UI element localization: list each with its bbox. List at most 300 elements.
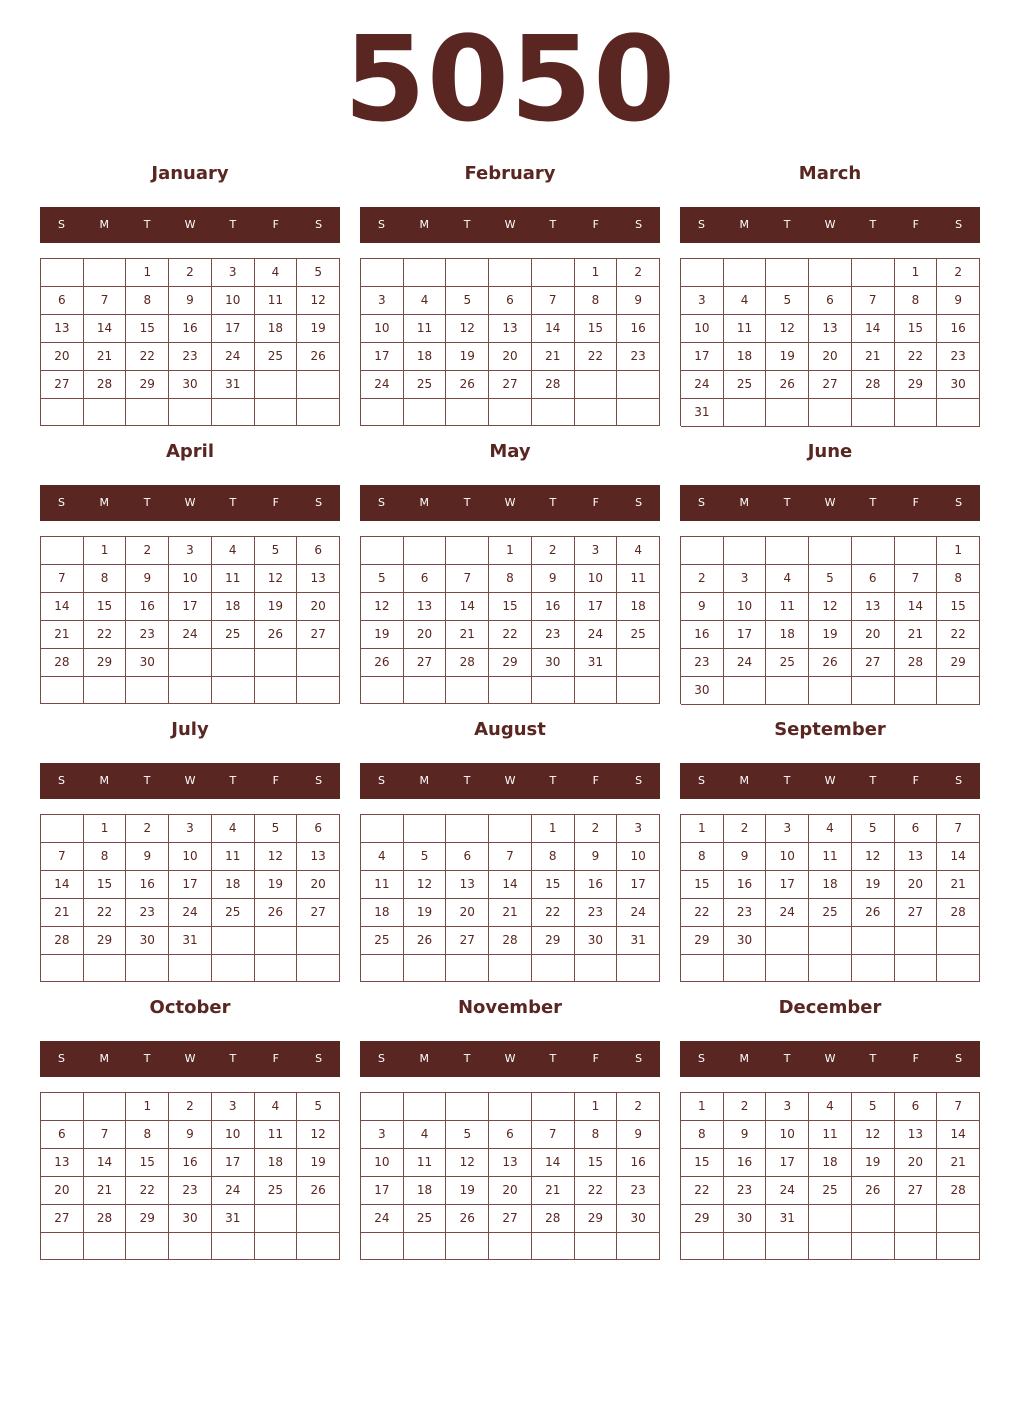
day-cell: 18 bbox=[724, 343, 767, 371]
day-cell: 26 bbox=[446, 371, 489, 399]
empty-day-cell bbox=[937, 1205, 980, 1233]
weekday-label: F bbox=[592, 496, 599, 509]
days-grid bbox=[360, 536, 660, 704]
day-cell: 3 bbox=[361, 1121, 404, 1149]
empty-day-cell bbox=[809, 259, 852, 287]
month-name: December bbox=[778, 997, 882, 1018]
empty-day-cell bbox=[126, 955, 169, 982]
day-cell: 17 bbox=[212, 1149, 255, 1177]
day-cell: 5 bbox=[766, 287, 809, 315]
day-cell: 8 bbox=[681, 843, 724, 871]
day-cell: 30 bbox=[724, 927, 767, 955]
weekday-label: W bbox=[504, 1052, 516, 1065]
day-cell: 18 bbox=[617, 593, 660, 621]
weekday-label: S bbox=[635, 496, 643, 509]
empty-day-cell bbox=[361, 955, 404, 982]
day-cell: 4 bbox=[617, 537, 660, 565]
day-cell: 21 bbox=[937, 1149, 980, 1177]
empty-day-cell bbox=[41, 955, 84, 982]
day-cell: 28 bbox=[532, 1205, 575, 1233]
day-cell: 21 bbox=[532, 343, 575, 371]
day-cell: 11 bbox=[617, 565, 660, 593]
days-grid bbox=[40, 814, 340, 982]
day-cell: 25 bbox=[809, 899, 852, 927]
empty-day-cell bbox=[617, 399, 660, 426]
day-cell: 7 bbox=[852, 287, 895, 315]
weekday-label: T bbox=[783, 218, 791, 231]
day-cell: 18 bbox=[255, 315, 298, 343]
day-cell: 3 bbox=[169, 537, 212, 565]
weekday-label: T bbox=[143, 218, 151, 231]
day-cell: 3 bbox=[212, 1093, 255, 1121]
day-cell: 19 bbox=[404, 899, 447, 927]
day-cell: 30 bbox=[126, 927, 169, 955]
days-grid bbox=[40, 536, 340, 704]
weekday-label: F bbox=[592, 1052, 599, 1065]
day-cell: 5 bbox=[255, 537, 298, 565]
day-cell: 13 bbox=[852, 593, 895, 621]
day-cell: 22 bbox=[681, 1177, 724, 1205]
empty-day-cell bbox=[41, 259, 84, 287]
empty-day-cell bbox=[617, 371, 660, 399]
weekday-label: F bbox=[912, 496, 919, 509]
weekday-label: F bbox=[592, 218, 599, 231]
day-cell: 1 bbox=[895, 259, 938, 287]
day-cell: 2 bbox=[126, 537, 169, 565]
empty-day-cell bbox=[297, 1205, 340, 1233]
weekday-header bbox=[680, 207, 980, 243]
day-cell: 19 bbox=[809, 621, 852, 649]
weekday-header bbox=[40, 485, 340, 521]
day-cell: 21 bbox=[84, 343, 127, 371]
empty-day-cell bbox=[852, 537, 895, 565]
weekday-label: W bbox=[184, 218, 196, 231]
day-cell: 20 bbox=[446, 899, 489, 927]
day-cell: 22 bbox=[489, 621, 532, 649]
month-name: June bbox=[807, 441, 853, 462]
weekday-label: M bbox=[419, 774, 430, 787]
day-cell: 20 bbox=[41, 343, 84, 371]
day-cell: 1 bbox=[126, 1093, 169, 1121]
empty-day-cell bbox=[937, 927, 980, 955]
day-cell: 18 bbox=[404, 1177, 447, 1205]
day-cell: 25 bbox=[255, 343, 298, 371]
day-cell: 16 bbox=[126, 593, 169, 621]
day-cell: 2 bbox=[532, 537, 575, 565]
day-cell: 9 bbox=[532, 565, 575, 593]
day-cell: 6 bbox=[446, 843, 489, 871]
day-cell: 15 bbox=[126, 315, 169, 343]
month-name: January bbox=[151, 163, 229, 184]
day-cell: 12 bbox=[446, 1149, 489, 1177]
empty-day-cell bbox=[84, 955, 127, 982]
month-name: August bbox=[474, 719, 546, 740]
weekday-label: F bbox=[592, 774, 599, 787]
day-cell: 27 bbox=[489, 371, 532, 399]
day-cell: 31 bbox=[617, 927, 660, 955]
day-cell: 28 bbox=[41, 927, 84, 955]
day-cell: 4 bbox=[809, 1093, 852, 1121]
empty-day-cell bbox=[446, 1093, 489, 1121]
day-cell: 16 bbox=[169, 1149, 212, 1177]
day-cell: 26 bbox=[766, 371, 809, 399]
day-cell: 30 bbox=[126, 649, 169, 677]
empty-day-cell bbox=[575, 677, 618, 704]
day-cell: 21 bbox=[489, 899, 532, 927]
weekday-label: T bbox=[143, 1052, 151, 1065]
day-cell: 18 bbox=[212, 593, 255, 621]
day-cell: 26 bbox=[297, 343, 340, 371]
day-cell: 12 bbox=[361, 593, 404, 621]
days-grid bbox=[40, 258, 340, 426]
weekday-label: S bbox=[955, 1052, 963, 1065]
empty-day-cell bbox=[532, 955, 575, 982]
day-cell: 16 bbox=[724, 1149, 767, 1177]
day-cell: 26 bbox=[809, 649, 852, 677]
weekday-header bbox=[360, 485, 660, 521]
day-cell: 23 bbox=[532, 621, 575, 649]
empty-day-cell bbox=[681, 955, 724, 982]
day-cell: 17 bbox=[575, 593, 618, 621]
weekday-label: T bbox=[549, 496, 557, 509]
day-cell: 8 bbox=[126, 1121, 169, 1149]
empty-day-cell bbox=[724, 537, 767, 565]
empty-day-cell bbox=[255, 677, 298, 704]
day-cell: 16 bbox=[681, 621, 724, 649]
days-grid bbox=[360, 258, 660, 426]
day-cell: 6 bbox=[41, 1121, 84, 1149]
day-cell: 16 bbox=[937, 315, 980, 343]
month-name: April bbox=[165, 441, 215, 462]
day-cell: 19 bbox=[255, 871, 298, 899]
day-cell: 23 bbox=[126, 899, 169, 927]
day-cell: 18 bbox=[255, 1149, 298, 1177]
weekday-label: W bbox=[504, 218, 516, 231]
empty-day-cell bbox=[809, 399, 852, 427]
empty-day-cell bbox=[937, 677, 980, 705]
empty-day-cell bbox=[617, 1233, 660, 1260]
month-name: March bbox=[798, 163, 862, 184]
day-cell: 3 bbox=[575, 537, 618, 565]
day-cell: 5 bbox=[446, 1121, 489, 1149]
day-cell: 6 bbox=[297, 537, 340, 565]
day-cell: 4 bbox=[724, 287, 767, 315]
empty-day-cell bbox=[41, 1093, 84, 1121]
day-cell: 11 bbox=[255, 287, 298, 315]
empty-day-cell bbox=[489, 815, 532, 843]
day-cell: 3 bbox=[766, 815, 809, 843]
empty-day-cell bbox=[297, 955, 340, 982]
weekday-label: M bbox=[739, 496, 750, 509]
weekday-header bbox=[680, 1041, 980, 1077]
weekday-header bbox=[40, 1041, 340, 1077]
empty-day-cell bbox=[766, 259, 809, 287]
empty-day-cell bbox=[489, 677, 532, 704]
day-cell: 29 bbox=[681, 927, 724, 955]
day-cell: 14 bbox=[84, 315, 127, 343]
empty-day-cell bbox=[766, 677, 809, 705]
day-cell: 14 bbox=[532, 1149, 575, 1177]
day-cell: 2 bbox=[169, 259, 212, 287]
weekday-label: S bbox=[57, 1052, 65, 1065]
day-cell: 7 bbox=[532, 1121, 575, 1149]
day-cell: 20 bbox=[297, 871, 340, 899]
weekday-label: W bbox=[824, 1052, 836, 1065]
day-cell: 19 bbox=[766, 343, 809, 371]
day-cell: 24 bbox=[766, 1177, 809, 1205]
days-grid bbox=[680, 1092, 980, 1260]
weekday-header bbox=[680, 763, 980, 799]
day-cell: 23 bbox=[617, 343, 660, 371]
day-cell: 13 bbox=[446, 871, 489, 899]
empty-day-cell bbox=[575, 955, 618, 982]
day-cell: 7 bbox=[937, 1093, 980, 1121]
weekday-label: T bbox=[869, 1052, 877, 1065]
weekday-label: T bbox=[549, 218, 557, 231]
month-name: October bbox=[149, 997, 231, 1018]
day-cell: 9 bbox=[681, 593, 724, 621]
day-cell: 17 bbox=[681, 343, 724, 371]
year-title: 5050 bbox=[343, 10, 677, 148]
empty-day-cell bbox=[404, 955, 447, 982]
day-cell: 31 bbox=[575, 649, 618, 677]
day-cell: 8 bbox=[532, 843, 575, 871]
day-cell: 20 bbox=[489, 1177, 532, 1205]
empty-day-cell bbox=[681, 259, 724, 287]
weekday-label: W bbox=[504, 774, 516, 787]
day-cell: 9 bbox=[724, 1121, 767, 1149]
empty-day-cell bbox=[809, 1233, 852, 1260]
weekday-label: S bbox=[315, 1052, 323, 1065]
days-grid bbox=[680, 258, 980, 426]
day-cell: 23 bbox=[937, 343, 980, 371]
day-cell: 22 bbox=[532, 899, 575, 927]
days-grid bbox=[40, 1092, 340, 1260]
day-cell: 25 bbox=[617, 621, 660, 649]
day-cell: 24 bbox=[575, 621, 618, 649]
day-cell: 6 bbox=[489, 1121, 532, 1149]
empty-day-cell bbox=[489, 259, 532, 287]
empty-day-cell bbox=[489, 399, 532, 426]
weekday-label: T bbox=[463, 496, 471, 509]
days-grid bbox=[680, 536, 980, 704]
weekday-label: F bbox=[272, 1052, 279, 1065]
day-cell: 4 bbox=[255, 259, 298, 287]
day-cell: 26 bbox=[255, 899, 298, 927]
day-cell: 2 bbox=[617, 1093, 660, 1121]
day-cell: 13 bbox=[809, 315, 852, 343]
weekday-label: S bbox=[377, 496, 385, 509]
day-cell: 5 bbox=[361, 565, 404, 593]
day-cell: 28 bbox=[84, 371, 127, 399]
empty-day-cell bbox=[489, 955, 532, 982]
empty-day-cell bbox=[937, 1233, 980, 1260]
empty-day-cell bbox=[852, 1233, 895, 1260]
day-cell: 30 bbox=[169, 1205, 212, 1233]
empty-day-cell bbox=[617, 955, 660, 982]
day-cell: 22 bbox=[895, 343, 938, 371]
empty-day-cell bbox=[681, 537, 724, 565]
day-cell: 11 bbox=[724, 315, 767, 343]
weekday-label: W bbox=[824, 496, 836, 509]
empty-day-cell bbox=[212, 927, 255, 955]
day-cell: 16 bbox=[126, 871, 169, 899]
day-cell: 29 bbox=[489, 649, 532, 677]
day-cell: 17 bbox=[766, 871, 809, 899]
empty-day-cell bbox=[766, 399, 809, 427]
weekday-header bbox=[360, 1041, 660, 1077]
day-cell: 24 bbox=[361, 1205, 404, 1233]
empty-day-cell bbox=[212, 399, 255, 426]
day-cell: 27 bbox=[489, 1205, 532, 1233]
day-cell: 4 bbox=[361, 843, 404, 871]
day-cell: 27 bbox=[446, 927, 489, 955]
empty-day-cell bbox=[361, 677, 404, 704]
day-cell: 14 bbox=[41, 593, 84, 621]
day-cell: 1 bbox=[126, 259, 169, 287]
day-cell: 1 bbox=[937, 537, 980, 565]
day-cell: 19 bbox=[255, 593, 298, 621]
empty-day-cell bbox=[297, 1233, 340, 1260]
day-cell: 13 bbox=[895, 843, 938, 871]
day-cell: 24 bbox=[169, 621, 212, 649]
weekday-label: T bbox=[783, 1052, 791, 1065]
day-cell: 26 bbox=[361, 649, 404, 677]
weekday-label: S bbox=[635, 774, 643, 787]
day-cell: 12 bbox=[404, 871, 447, 899]
empty-day-cell bbox=[766, 927, 809, 955]
empty-day-cell bbox=[212, 955, 255, 982]
day-cell: 12 bbox=[766, 315, 809, 343]
day-cell: 25 bbox=[404, 1205, 447, 1233]
day-cell: 5 bbox=[297, 259, 340, 287]
weekday-label: F bbox=[912, 218, 919, 231]
day-cell: 23 bbox=[126, 621, 169, 649]
empty-day-cell bbox=[255, 1205, 298, 1233]
empty-day-cell bbox=[532, 1233, 575, 1260]
day-cell: 27 bbox=[297, 621, 340, 649]
month-name: November bbox=[457, 997, 563, 1018]
day-cell: 22 bbox=[126, 1177, 169, 1205]
weekday-label: S bbox=[697, 1052, 705, 1065]
empty-day-cell bbox=[724, 677, 767, 705]
day-cell: 10 bbox=[361, 1149, 404, 1177]
day-cell: 17 bbox=[361, 1177, 404, 1205]
empty-day-cell bbox=[404, 537, 447, 565]
day-cell: 28 bbox=[489, 927, 532, 955]
day-cell: 23 bbox=[169, 343, 212, 371]
day-cell: 30 bbox=[617, 1205, 660, 1233]
day-cell: 27 bbox=[852, 649, 895, 677]
day-cell: 6 bbox=[895, 815, 938, 843]
day-cell: 27 bbox=[895, 1177, 938, 1205]
weekday-label: F bbox=[272, 774, 279, 787]
empty-day-cell bbox=[41, 537, 84, 565]
day-cell: 15 bbox=[681, 871, 724, 899]
empty-day-cell bbox=[489, 1093, 532, 1121]
day-cell: 6 bbox=[809, 287, 852, 315]
month-name: July bbox=[171, 719, 209, 740]
day-cell: 23 bbox=[724, 1177, 767, 1205]
empty-day-cell bbox=[84, 1093, 127, 1121]
day-cell: 9 bbox=[126, 565, 169, 593]
empty-day-cell bbox=[361, 1093, 404, 1121]
day-cell: 12 bbox=[852, 1121, 895, 1149]
day-cell: 2 bbox=[617, 259, 660, 287]
day-cell: 11 bbox=[809, 1121, 852, 1149]
empty-day-cell bbox=[84, 259, 127, 287]
day-cell: 6 bbox=[895, 1093, 938, 1121]
day-cell: 2 bbox=[575, 815, 618, 843]
day-cell: 12 bbox=[297, 1121, 340, 1149]
day-cell: 5 bbox=[446, 287, 489, 315]
day-cell: 23 bbox=[575, 899, 618, 927]
day-cell: 9 bbox=[617, 1121, 660, 1149]
empty-day-cell bbox=[255, 927, 298, 955]
empty-day-cell bbox=[852, 927, 895, 955]
weekday-header bbox=[360, 763, 660, 799]
weekday-label: M bbox=[99, 218, 110, 231]
day-cell: 27 bbox=[41, 371, 84, 399]
day-cell: 17 bbox=[169, 871, 212, 899]
empty-day-cell bbox=[169, 399, 212, 426]
empty-day-cell bbox=[297, 677, 340, 704]
weekday-label: T bbox=[229, 774, 237, 787]
weekday-label: T bbox=[463, 1052, 471, 1065]
empty-day-cell bbox=[41, 399, 84, 426]
day-cell: 13 bbox=[895, 1121, 938, 1149]
weekday-label: T bbox=[143, 496, 151, 509]
weekday-label: S bbox=[955, 496, 963, 509]
day-cell: 20 bbox=[852, 621, 895, 649]
empty-day-cell bbox=[126, 399, 169, 426]
weekday-label: W bbox=[504, 496, 516, 509]
day-cell: 27 bbox=[41, 1205, 84, 1233]
day-cell: 30 bbox=[937, 371, 980, 399]
day-cell: 31 bbox=[766, 1205, 809, 1233]
day-cell: 31 bbox=[212, 371, 255, 399]
day-cell: 18 bbox=[809, 871, 852, 899]
weekday-label: T bbox=[783, 774, 791, 787]
empty-day-cell bbox=[255, 371, 298, 399]
day-cell: 5 bbox=[297, 1093, 340, 1121]
weekday-label: F bbox=[912, 774, 919, 787]
empty-day-cell bbox=[361, 1233, 404, 1260]
day-cell: 19 bbox=[446, 343, 489, 371]
weekday-label: T bbox=[869, 774, 877, 787]
empty-day-cell bbox=[41, 677, 84, 704]
day-cell: 15 bbox=[575, 315, 618, 343]
empty-day-cell bbox=[532, 399, 575, 426]
day-cell: 23 bbox=[169, 1177, 212, 1205]
day-cell: 31 bbox=[212, 1205, 255, 1233]
weekday-label: S bbox=[377, 774, 385, 787]
weekday-label: T bbox=[229, 496, 237, 509]
day-cell: 29 bbox=[84, 927, 127, 955]
day-cell: 28 bbox=[532, 371, 575, 399]
month-name: May bbox=[489, 441, 531, 462]
day-cell: 2 bbox=[169, 1093, 212, 1121]
day-cell: 19 bbox=[446, 1177, 489, 1205]
day-cell: 20 bbox=[809, 343, 852, 371]
day-cell: 25 bbox=[212, 621, 255, 649]
weekday-label: M bbox=[739, 774, 750, 787]
day-cell: 15 bbox=[532, 871, 575, 899]
day-cell: 13 bbox=[489, 315, 532, 343]
empty-day-cell bbox=[41, 815, 84, 843]
weekday-header bbox=[40, 207, 340, 243]
day-cell: 31 bbox=[169, 927, 212, 955]
